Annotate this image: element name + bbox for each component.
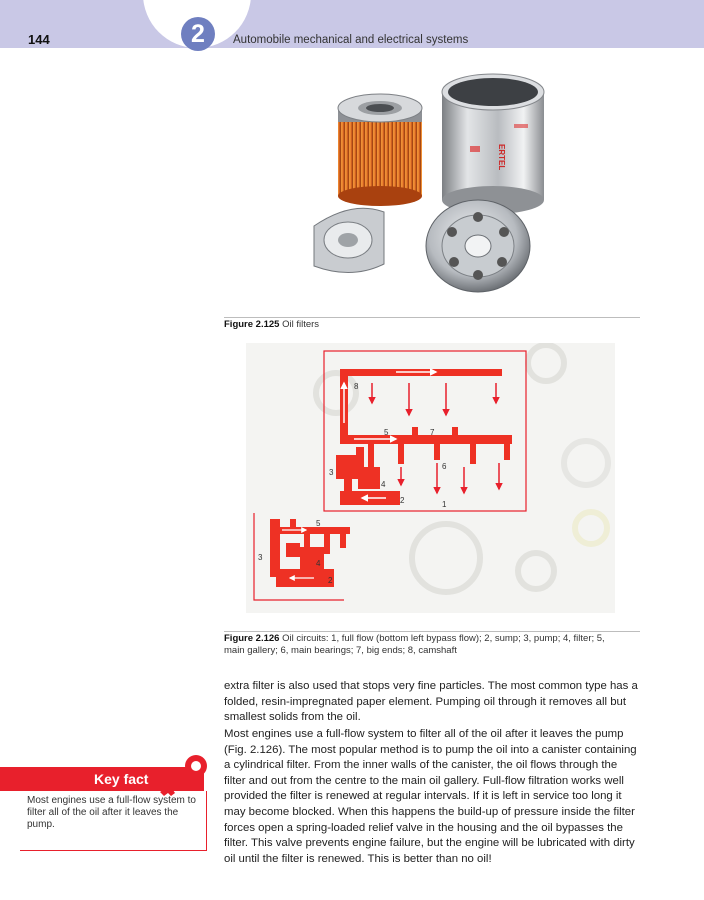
relief-valve-housing [314,208,384,272]
body-paragraph-2: Most engines use a full-flow system to filter all of the oil after it leaves the pump (Fig. 2.126). The most popular method is to pump the oil into a canister containing a cylindrical filter. From the inner walls of the canister, the oil flows through the filter and out from the centre to the main oil gallery. Full-flow filtration works well provided the filter is renewed at regular intervals. If it is left in service too long it may become blocked. When this happens the build-up of pressure inside the filter forces open a spring-loaded relief valve in the housing and the oil bypasses the filter. This valve prevents engine failure, but the engine will be lubricated with dirty oil until the filter is renewed. This is better than no oil! [224,728,637,865]
figure-125-text: Oil filters [282,319,320,330]
figure-126-rule [224,631,640,632]
canister-print: ERTEL [497,144,506,171]
main-oil-circuit [336,369,512,505]
inset-label-2: 2 [328,576,333,585]
label-2: 2 [400,496,405,505]
figure-126-text: Oil circuits: 1, full flow (bottom left bypass flow); 2, sump; 3, pump; 4, filter; 5, main gallery; 6, main bearings; 7, big ends; 8, camshaft [224,633,605,656]
key-icon [150,752,210,796]
bypass-oil-circuit [270,519,350,587]
label-8: 8 [354,382,359,391]
label-4: 4 [381,480,386,489]
inset-label-5: 5 [316,519,321,528]
label-1: 1 [442,500,447,509]
running-title: Automobile mechanical and electrical systems [233,34,469,46]
label-5: 5 [384,428,389,437]
inset-label-3: 3 [258,553,263,562]
figure-126-label: Figure 2.126 [224,633,280,644]
figure-125-label: Figure 2.125 [224,319,280,330]
label-6: 6 [442,462,447,471]
oil-circuit-diagram [246,343,615,613]
key-fact-text: Most engines use a full-flow system to filter all of the oil after it leaves the pump. [27,795,196,830]
body-paragraph-1: extra filter is also used that stops very fine particles. The most common type has a folded, resin-impregnated paper element. Pumping oil through it removes all but smallest solids from the oil. [224,680,638,724]
figure-125-caption [224,319,640,331]
figure-125-rule [224,317,640,318]
filter-canister [442,74,544,214]
figure-126-caption [224,633,624,657]
filter-element [338,94,422,206]
label-7: 7 [430,428,435,437]
oil-filters-photo [300,68,560,312]
page-number: 144 [28,32,50,47]
inset-label-4: 4 [316,559,321,568]
label-3: 3 [329,468,334,477]
key-fact-title: Key fact [94,771,149,787]
base-plate [426,200,530,292]
chapter-number-badge: 2 [181,17,215,51]
